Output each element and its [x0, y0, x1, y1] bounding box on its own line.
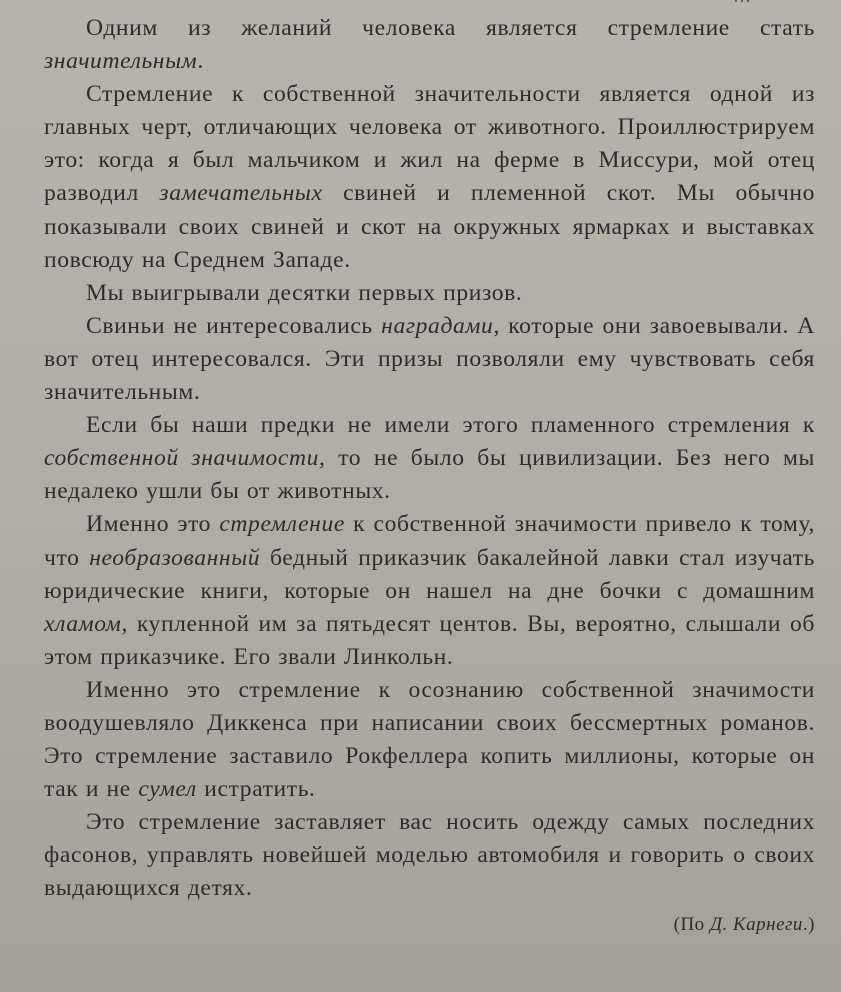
- paragraph: [44, 12, 815, 78]
- italic-word: замечательных: [159, 180, 323, 207]
- text-run: Одним из желаний человека является стремление стать: [86, 15, 815, 41]
- italic-word: Д. Карнеги: [709, 913, 803, 935]
- text-run: .): [802, 913, 815, 935]
- paragraph: [44, 78, 815, 277]
- paragraph: [44, 674, 815, 806]
- text-run: Это стремление заставляет вас носить одежду самых последних фасонов, управлять новейшей моделью автомобиля и говорить о своих выдающихся детях.: [44, 809, 815, 902]
- italic-word: значительным: [44, 48, 198, 75]
- paragraph: [44, 277, 815, 310]
- italic-word: необразованный: [89, 544, 261, 571]
- italic-word: стремление: [219, 511, 345, 538]
- text-run: , купленной им за пятьдесят центов. Вы, вероятно, слышали об этом приказчике. Его звали Линкольн.: [44, 610, 815, 670]
- text-run: бедный приказчик бакалейной лавки стал изучать юридические книги, которые он нашел на дне бочки с домашним: [44, 544, 815, 604]
- text-run: , то не было бы цивилизации. Без него мы недалеко ушли бы от животных.: [44, 445, 815, 505]
- text-run: к собственной значимости привело к тому, что: [44, 511, 815, 571]
- text-run: , которые они завоевывали. А вот отец интересовался. Эти призы позволяли ему чувствовать себя значительным.: [44, 312, 815, 406]
- paragraph: [44, 508, 815, 673]
- paragraph: [44, 409, 815, 508]
- text-run: Стремление к собственной значительности является одной из главных черт, отличающих человека от животного. Проиллюстрируем это: когда я был мальчиком и жил на ферме в Миссури, мой отец разводил: [44, 81, 815, 207]
- text-run: Если бы наши предки не имели этого пламенного стремления к: [86, 412, 815, 439]
- text-run: .: [197, 48, 204, 75]
- author-attribution: [44, 912, 815, 938]
- text-run: Свиньи не интересовались: [86, 312, 382, 339]
- text-run: Мы выигрывали десятки первых призов.: [86, 279, 523, 306]
- paragraph: [44, 310, 815, 409]
- italic-word: наградами: [381, 312, 494, 339]
- body-text: [44, 12, 815, 906]
- text-run: свиней и племенной скот. Мы обычно показывали своих свиней и скот на окружных ярмарках и выставках повсюду на Среднем Западе.: [44, 180, 815, 273]
- text-run: Именно это: [86, 511, 220, 538]
- italic-word: собственной значимости: [44, 445, 320, 472]
- italic-word: хламом: [44, 610, 122, 637]
- text-run: истратить.: [196, 776, 316, 803]
- text-run: (По: [673, 913, 710, 935]
- top-edge-fragment: [733, 0, 751, 7]
- italic-word: сумел: [138, 776, 197, 803]
- paragraph: [44, 806, 815, 905]
- text-run: Именно это стремление к осознанию собственной значимости воодушевляло Диккенса при написании своих бессмертных романов. Это стремление заставило Рокфеллера копить миллионы, которые он так и не: [44, 676, 815, 803]
